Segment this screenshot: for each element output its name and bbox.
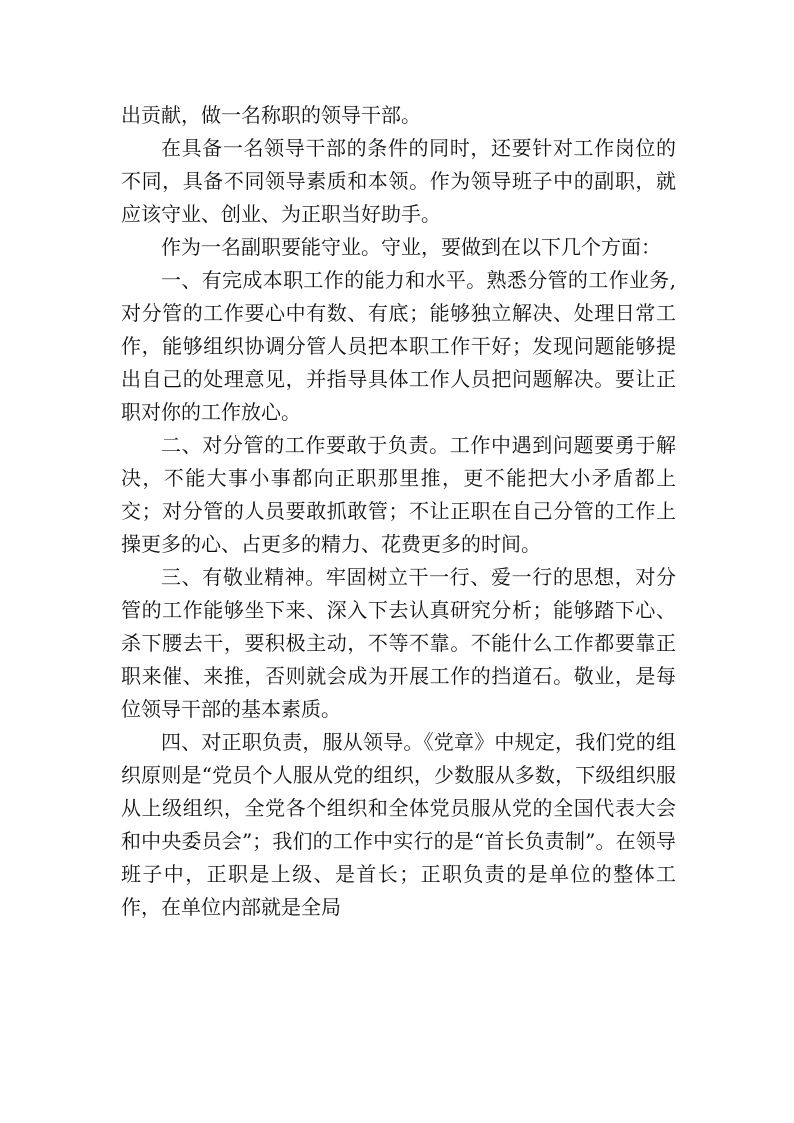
paragraph-3: 作为一名副职要能守业。守业，要做到在以下几个方面： xyxy=(161,235,661,259)
document-body xyxy=(121,99,676,924)
paragraph-1: 出贡献，做一名称职的领导干部。 xyxy=(121,103,421,127)
paragraph-5: 二、对分管的工作要敢于负责。工作中遇到问题要勇于解决，不能大事小事都向正职那里推，更不能把大小矛盾都上交；对分管的人员要敢抓敢管；不让正职在自己分管的工作上操更多的心、占更多的精力、花费更多的时间。 xyxy=(121,433,676,556)
paragraph-7: 四、对正职负责，服从领导。《党章》中规定，我们党的组织原则是“党员个人服从党的组织，少数服从多数，下级组织服从上级组织，全党各个组织和全体党员服从党的全国代表大会和中央委员会”；我们的工作中实行的是“首长负责制”。在领导班子中，正职是上级、是首长；正职负责的是单位的整体工作，在单位内部就是全局 xyxy=(121,730,676,919)
paragraph-6: 三、有敬业精神。牢固树立干一行、爱一行的思想，对分管的工作能够坐下来、深入下去认真研究分析；能够踏下心、杀下腰去干，要积极主动，不等不靠。不能什么工作都要靠正职来催、来推，否则就会成为开展工作的挡道石。敬业，是每位领导干部的基本素质。 xyxy=(121,565,676,721)
paragraph-2: 在具备一名领导干部的条件的同时，还要针对工作岗位的不同，具备不同领导素质和本领。作为领导班子中的副职，就应该守业、创业、为正职当好助手。 xyxy=(121,136,676,226)
paragraph-4: 一、有完成本职工作的能力和水平。熟悉分管的工作业务,对分管的工作要心中有数、有底；能够独立解决、处理日常工作，能够组织协调分管人员把本职工作干好；发现问题能够提出自己的处理意见，并指导具体工作人员把问题解决。要让正职对你的工作放心。 xyxy=(121,268,676,424)
